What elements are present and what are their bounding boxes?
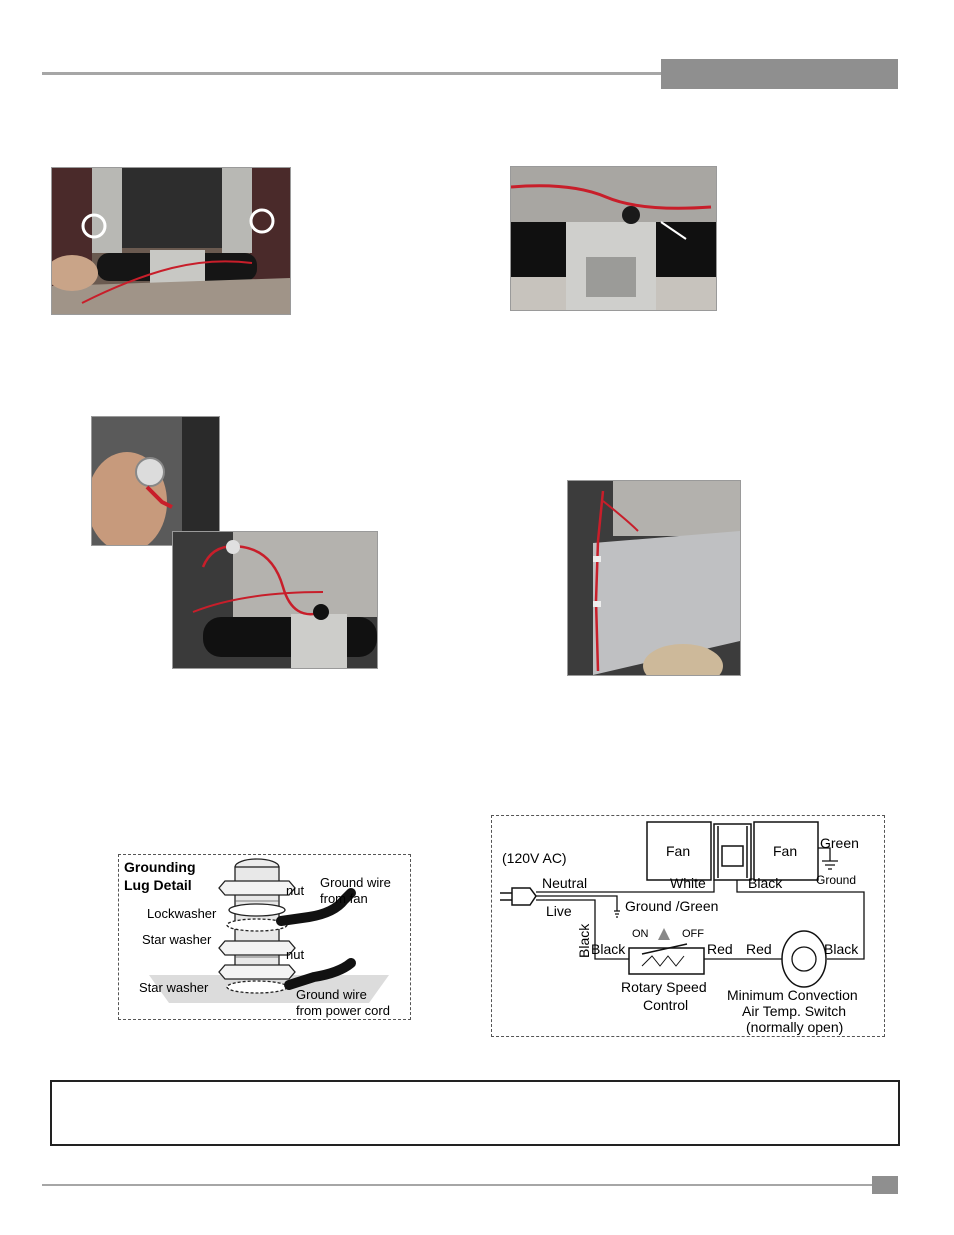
photo-wire-routing (172, 531, 378, 669)
photo-hand-holding-switch (91, 416, 220, 546)
header-section-tab (661, 59, 898, 89)
label-on: ON (632, 928, 649, 940)
footer-rule (42, 1184, 872, 1186)
grounding-lug-detail-diagram (118, 854, 411, 1020)
wiring-diagram (491, 815, 885, 1037)
label-black-left: Black (591, 941, 626, 957)
label-nut-top: nut (286, 883, 305, 898)
label-fan-right: Fan (773, 843, 798, 859)
label-off: OFF (682, 928, 704, 940)
label-star-washer-1: Star washer (142, 932, 212, 947)
header-rule (42, 72, 662, 75)
label-ground-wire-cord-2: from power cord (296, 1003, 390, 1018)
photo-fan-assembly-circled-screws (51, 167, 291, 315)
label-ground-wire-fan-2: from fan (320, 891, 368, 906)
photo-wire-harness-panel (567, 480, 741, 676)
grounding-title-line2: Lug Detail (124, 877, 192, 893)
label-black-vertical: Black (576, 923, 592, 958)
label-black-top: Black (748, 875, 783, 891)
label-rotary-speed: Rotary Speed (621, 979, 707, 995)
label-120v-ac: (120V AC) (502, 850, 567, 866)
label-green: Green (820, 835, 859, 851)
label-ground-wire-cord-1: Ground wire (296, 987, 367, 1002)
label-neutral: Neutral (542, 875, 588, 891)
label-red-2: Red (746, 941, 772, 957)
label-red-1: Red (707, 941, 733, 957)
label-min-convection: Minimum Convection (727, 987, 858, 1003)
label-ground-small: Ground (816, 873, 857, 887)
page-number-box (872, 1176, 898, 1194)
label-star-washer-2: Star washer (139, 980, 209, 995)
photo-fan-housing-bracket (510, 166, 717, 311)
label-white: White (670, 875, 706, 891)
label-live: Live (546, 903, 572, 919)
label-air-temp-switch: Air Temp. Switch (742, 1003, 846, 1019)
label-black-right: Black (824, 941, 859, 957)
label-normally-open: (normally open) (746, 1019, 844, 1035)
label-nut-mid: nut (286, 947, 305, 962)
note-box (50, 1080, 900, 1146)
grounding-title-line1: Grounding (124, 859, 196, 875)
label-ground-wire-fan-1: Ground wire (320, 875, 391, 890)
label-ground-green: Ground /Green (625, 898, 719, 914)
label-control: Control (643, 997, 689, 1013)
label-fan-left: Fan (666, 843, 691, 859)
label-lockwasher: Lockwasher (147, 906, 217, 921)
